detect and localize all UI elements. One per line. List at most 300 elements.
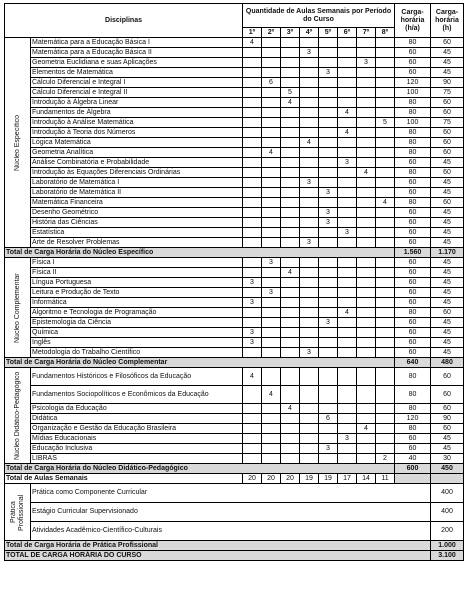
carga-ha-value: 60 bbox=[395, 268, 431, 278]
period-cell bbox=[243, 404, 262, 414]
table-row bbox=[5, 424, 464, 434]
period-header: 1º bbox=[243, 28, 262, 38]
table-row bbox=[5, 168, 464, 178]
discipline-name: Desenho Geométrico bbox=[31, 208, 243, 218]
section-total-h: 450 bbox=[431, 464, 464, 474]
period-cell bbox=[243, 414, 262, 424]
carga-ha-value: 80 bbox=[395, 424, 431, 434]
weekly-total-value: 17 bbox=[338, 474, 357, 484]
table-row bbox=[5, 148, 464, 158]
section-label: Núcleo Específico bbox=[5, 38, 31, 248]
period-cell bbox=[300, 198, 319, 208]
period-cell bbox=[376, 148, 395, 158]
curriculum-table bbox=[4, 3, 464, 561]
period-cell bbox=[300, 98, 319, 108]
period-cell bbox=[300, 386, 319, 404]
carga-ha-value: 60 bbox=[395, 228, 431, 238]
quantidade-header: Quantidade de Aulas Semanais por Período do Curso bbox=[243, 4, 395, 28]
period-cell bbox=[300, 258, 319, 268]
section-total-label: Total de Carga Horária do Núcleo Específico bbox=[5, 248, 395, 258]
carga-ha-value: 80 bbox=[395, 98, 431, 108]
discipline-name: Organização e Gestão da Educação Brasileira bbox=[31, 424, 243, 434]
carga-ha-value: 60 bbox=[395, 288, 431, 298]
weekly-total-value: 20 bbox=[262, 474, 281, 484]
weekly-classes-value: 3 bbox=[319, 188, 338, 198]
table-row bbox=[5, 308, 464, 318]
carga-ha-value: 80 bbox=[395, 386, 431, 404]
period-cell bbox=[300, 218, 319, 228]
period-cell bbox=[376, 444, 395, 454]
carga-h-value: 60 bbox=[431, 98, 464, 108]
carga-ha-value: 100 bbox=[395, 118, 431, 128]
table-row bbox=[5, 88, 464, 98]
period-cell bbox=[357, 268, 376, 278]
period-cell bbox=[300, 328, 319, 338]
period-cell bbox=[262, 454, 281, 464]
period-cell bbox=[338, 218, 357, 228]
period-cell bbox=[319, 348, 338, 358]
period-cell bbox=[376, 434, 395, 444]
period-cell bbox=[262, 318, 281, 328]
period-cell bbox=[319, 128, 338, 138]
carga-ha-value: 80 bbox=[395, 198, 431, 208]
period-cell bbox=[262, 328, 281, 338]
weekly-classes-value: 3 bbox=[319, 68, 338, 78]
period-cell bbox=[300, 158, 319, 168]
discipline-name: Cálculo Diferencial e Integral I bbox=[31, 78, 243, 88]
discipline-name: Mídias Educacionais bbox=[31, 434, 243, 444]
period-cell bbox=[262, 268, 281, 278]
discipline-name: Arte de Resolver Problemas bbox=[31, 238, 243, 248]
period-cell bbox=[243, 128, 262, 138]
period-cell bbox=[338, 348, 357, 358]
section-total-label: Total de Carga Horária do Núcleo Complementar bbox=[5, 358, 395, 368]
period-cell bbox=[319, 88, 338, 98]
discipline-name: Geometria Euclidiana e suas Aplicações bbox=[31, 58, 243, 68]
carga-ha-value: 80 bbox=[395, 168, 431, 178]
period-cell bbox=[243, 288, 262, 298]
period-cell bbox=[357, 108, 376, 118]
period-cell bbox=[262, 208, 281, 218]
carga-h-value: 45 bbox=[431, 434, 464, 444]
period-cell bbox=[319, 198, 338, 208]
carga-h-value: 45 bbox=[431, 188, 464, 198]
period-cell bbox=[338, 238, 357, 248]
period-cell bbox=[319, 138, 338, 148]
period-cell bbox=[338, 98, 357, 108]
period-cell bbox=[319, 168, 338, 178]
period-cell bbox=[281, 258, 300, 268]
period-cell bbox=[338, 268, 357, 278]
period-cell bbox=[300, 268, 319, 278]
period-cell bbox=[338, 404, 357, 414]
carga-ha-value: 60 bbox=[395, 208, 431, 218]
period-cell bbox=[319, 228, 338, 238]
table-row bbox=[5, 238, 464, 248]
weekly-classes-value: 3 bbox=[319, 208, 338, 218]
period-cell bbox=[262, 58, 281, 68]
carga-h-value: 90 bbox=[431, 414, 464, 424]
period-cell bbox=[262, 88, 281, 98]
disciplinas-header: Disciplinas bbox=[5, 4, 243, 38]
period-cell bbox=[262, 98, 281, 108]
period-cell bbox=[262, 188, 281, 198]
carga-h-value: 45 bbox=[431, 158, 464, 168]
period-cell bbox=[300, 108, 319, 118]
period-cell bbox=[338, 148, 357, 158]
table-row bbox=[5, 58, 464, 68]
period-cell bbox=[376, 308, 395, 318]
discipline-name: Estatística bbox=[31, 228, 243, 238]
period-cell bbox=[338, 298, 357, 308]
discipline-name: Matemática para a Educação Básica II bbox=[31, 48, 243, 58]
carga-h-value: 60 bbox=[431, 404, 464, 414]
section-total-h: 480 bbox=[431, 358, 464, 368]
period-cell bbox=[262, 444, 281, 454]
period-cell bbox=[243, 424, 262, 434]
weekly-classes-value: 4 bbox=[243, 368, 262, 386]
period-cell bbox=[281, 118, 300, 128]
period-cell bbox=[300, 434, 319, 444]
period-cell bbox=[281, 454, 300, 464]
period-cell bbox=[243, 188, 262, 198]
period-cell bbox=[300, 68, 319, 78]
carga-ha-value: 40 bbox=[395, 454, 431, 464]
period-cell bbox=[281, 178, 300, 188]
period-cell bbox=[357, 298, 376, 308]
discipline-name: Laboratório de Matemática II bbox=[31, 188, 243, 198]
discipline-name: Análise Combinatória e Probabilidade bbox=[31, 158, 243, 168]
period-cell bbox=[243, 68, 262, 78]
carga-ha-value: 60 bbox=[395, 338, 431, 348]
grand-total-row bbox=[5, 551, 464, 561]
period-cell bbox=[376, 288, 395, 298]
period-cell bbox=[262, 168, 281, 178]
weekly-classes-value: 3 bbox=[243, 278, 262, 288]
table-row bbox=[5, 48, 464, 58]
period-cell bbox=[357, 338, 376, 348]
period-cell bbox=[243, 88, 262, 98]
carga-h-value: 60 bbox=[431, 148, 464, 158]
carga-ha-header: Carga-horária (h/a) bbox=[395, 4, 431, 38]
weekly-total-value: 20 bbox=[281, 474, 300, 484]
period-cell bbox=[281, 278, 300, 288]
period-cell bbox=[300, 288, 319, 298]
weekly-classes-value: 3 bbox=[338, 434, 357, 444]
period-cell bbox=[376, 318, 395, 328]
discipline-name: Algoritmo e Tecnologia de Programação bbox=[31, 308, 243, 318]
period-cell bbox=[319, 454, 338, 464]
period-cell bbox=[319, 338, 338, 348]
weekly-total-row bbox=[5, 474, 464, 484]
period-cell bbox=[243, 58, 262, 68]
weekly-classes-value: 4 bbox=[281, 404, 300, 414]
period-cell bbox=[262, 218, 281, 228]
discipline-name: Psicologia da Educação bbox=[31, 404, 243, 414]
period-cell bbox=[262, 424, 281, 434]
period-cell bbox=[376, 68, 395, 78]
period-cell bbox=[281, 78, 300, 88]
carga-ha-value: 100 bbox=[395, 88, 431, 98]
period-cell bbox=[376, 168, 395, 178]
carga-h-value: 45 bbox=[431, 278, 464, 288]
discipline-name: Laboratório de Matemática I bbox=[31, 178, 243, 188]
carga-h-value: 60 bbox=[431, 368, 464, 386]
period-cell bbox=[376, 58, 395, 68]
period-cell bbox=[300, 128, 319, 138]
discipline-name: Química bbox=[31, 328, 243, 338]
period-cell bbox=[300, 78, 319, 88]
table-row bbox=[5, 128, 464, 138]
period-cell bbox=[376, 268, 395, 278]
period-cell bbox=[338, 454, 357, 464]
period-cell bbox=[376, 208, 395, 218]
practice-hours: 200 bbox=[431, 522, 464, 541]
period-cell bbox=[300, 88, 319, 98]
period-cell bbox=[300, 318, 319, 328]
period-cell bbox=[338, 328, 357, 338]
carga-ha-value: 80 bbox=[395, 38, 431, 48]
period-cell bbox=[338, 188, 357, 198]
period-cell bbox=[262, 128, 281, 138]
table-row bbox=[5, 138, 464, 148]
discipline-name: Fundamentos Históricos e Filosóficos da Educação bbox=[31, 368, 243, 386]
period-cell bbox=[281, 434, 300, 444]
carga-h-value: 45 bbox=[431, 258, 464, 268]
carga-h-value: 45 bbox=[431, 348, 464, 358]
period-cell bbox=[376, 228, 395, 238]
period-cell bbox=[376, 328, 395, 338]
carga-ha-value: 60 bbox=[395, 348, 431, 358]
weekly-classes-value: 3 bbox=[262, 258, 281, 268]
carga-h-value: 30 bbox=[431, 454, 464, 464]
carga-h-value: 45 bbox=[431, 68, 464, 78]
weekly-classes-value: 4 bbox=[300, 138, 319, 148]
table-row bbox=[5, 318, 464, 328]
weekly-classes-value: 3 bbox=[300, 178, 319, 188]
period-cell bbox=[338, 258, 357, 268]
weekly-classes-value: 4 bbox=[262, 148, 281, 158]
table-row bbox=[5, 178, 464, 188]
period-cell bbox=[338, 68, 357, 78]
carga-h-value: 60 bbox=[431, 168, 464, 178]
period-cell bbox=[357, 98, 376, 108]
carga-h-header: Carga-horária (h) bbox=[431, 4, 464, 38]
weekly-classes-value: 3 bbox=[300, 48, 319, 58]
period-cell bbox=[357, 328, 376, 338]
period-cell bbox=[319, 178, 338, 188]
discipline-name: Física I bbox=[31, 258, 243, 268]
period-cell bbox=[376, 48, 395, 58]
period-cell bbox=[376, 108, 395, 118]
period-cell bbox=[376, 386, 395, 404]
practice-row bbox=[5, 503, 464, 522]
weekly-classes-value: 3 bbox=[243, 298, 262, 308]
period-cell bbox=[376, 98, 395, 108]
period-cell bbox=[243, 108, 262, 118]
carga-h-value: 75 bbox=[431, 88, 464, 98]
period-cell bbox=[281, 208, 300, 218]
carga-h-value: 45 bbox=[431, 48, 464, 58]
period-cell bbox=[338, 58, 357, 68]
period-cell bbox=[357, 228, 376, 238]
period-cell bbox=[319, 98, 338, 108]
period-cell bbox=[243, 168, 262, 178]
period-cell bbox=[319, 308, 338, 318]
period-cell bbox=[357, 348, 376, 358]
period-cell bbox=[376, 404, 395, 414]
carga-h-value: 45 bbox=[431, 178, 464, 188]
period-header: 2º bbox=[262, 28, 281, 38]
practice-row bbox=[5, 522, 464, 541]
discipline-name: LIBRAS bbox=[31, 454, 243, 464]
period-cell bbox=[319, 148, 338, 158]
period-cell bbox=[319, 48, 338, 58]
carga-h-value: 60 bbox=[431, 198, 464, 208]
table-row bbox=[5, 78, 464, 88]
period-cell bbox=[338, 38, 357, 48]
period-cell bbox=[281, 228, 300, 238]
discipline-name: Educação Inclusiva bbox=[31, 444, 243, 454]
period-cell bbox=[357, 48, 376, 58]
period-cell bbox=[281, 38, 300, 48]
period-cell bbox=[262, 434, 281, 444]
period-cell bbox=[300, 444, 319, 454]
table-row bbox=[5, 444, 464, 454]
period-cell bbox=[281, 128, 300, 138]
period-cell bbox=[319, 404, 338, 414]
period-cell bbox=[300, 368, 319, 386]
period-cell bbox=[281, 414, 300, 424]
weekly-total-filler bbox=[395, 474, 431, 484]
section-total-row bbox=[5, 248, 464, 258]
carga-h-value: 90 bbox=[431, 78, 464, 88]
carga-ha-value: 80 bbox=[395, 138, 431, 148]
period-cell bbox=[300, 278, 319, 288]
weekly-classes-value: 4 bbox=[357, 424, 376, 434]
table-row bbox=[5, 188, 464, 198]
section-total-row bbox=[5, 464, 464, 474]
discipline-name: Didática bbox=[31, 414, 243, 424]
period-cell bbox=[300, 168, 319, 178]
period-cell bbox=[243, 198, 262, 208]
period-cell bbox=[357, 308, 376, 318]
weekly-classes-value: 4 bbox=[338, 108, 357, 118]
carga-ha-value: 60 bbox=[395, 318, 431, 328]
period-cell bbox=[338, 318, 357, 328]
period-cell bbox=[376, 368, 395, 386]
discipline-name: Introdução à Álgebra Linear bbox=[31, 98, 243, 108]
table-row bbox=[5, 338, 464, 348]
weekly-classes-value: 2 bbox=[376, 454, 395, 464]
carga-h-value: 60 bbox=[431, 308, 464, 318]
period-cell bbox=[300, 404, 319, 414]
period-cell bbox=[281, 48, 300, 58]
weekly-classes-value: 4 bbox=[281, 268, 300, 278]
period-cell bbox=[319, 258, 338, 268]
period-header: 7º bbox=[357, 28, 376, 38]
period-cell bbox=[357, 198, 376, 208]
table-row bbox=[5, 454, 464, 464]
weekly-classes-value: 3 bbox=[243, 328, 262, 338]
table-row bbox=[5, 228, 464, 238]
weekly-total-value: 11 bbox=[376, 474, 395, 484]
period-cell bbox=[243, 48, 262, 58]
period-cell bbox=[338, 178, 357, 188]
period-cell bbox=[376, 178, 395, 188]
carga-h-value: 45 bbox=[431, 444, 464, 454]
period-cell bbox=[319, 368, 338, 386]
period-cell bbox=[281, 298, 300, 308]
period-cell bbox=[300, 208, 319, 218]
period-cell bbox=[376, 348, 395, 358]
discipline-name: Introdução às Equações Diferenciais Ordinárias bbox=[31, 168, 243, 178]
weekly-total-label: Total de Aulas Semanais bbox=[5, 474, 243, 484]
period-header: 5º bbox=[319, 28, 338, 38]
period-cell bbox=[262, 48, 281, 58]
table-row bbox=[5, 298, 464, 308]
period-cell bbox=[376, 258, 395, 268]
discipline-name: Introdução à Análise Matemática bbox=[31, 118, 243, 128]
period-cell bbox=[357, 238, 376, 248]
table-row bbox=[5, 368, 464, 386]
weekly-total-value: 19 bbox=[319, 474, 338, 484]
period-header: 6º bbox=[338, 28, 357, 38]
period-cell bbox=[262, 158, 281, 168]
period-cell bbox=[300, 414, 319, 424]
period-cell bbox=[281, 218, 300, 228]
period-cell bbox=[357, 128, 376, 138]
discipline-name: Língua Portuguesa bbox=[31, 278, 243, 288]
practice-name: Estágio Curricular Supervisionado bbox=[31, 503, 431, 522]
period-cell bbox=[338, 338, 357, 348]
period-cell bbox=[319, 424, 338, 434]
period-cell bbox=[262, 228, 281, 238]
period-cell bbox=[243, 308, 262, 318]
carga-ha-value: 60 bbox=[395, 68, 431, 78]
carga-ha-value: 60 bbox=[395, 188, 431, 198]
carga-h-value: 60 bbox=[431, 108, 464, 118]
weekly-classes-value: 3 bbox=[300, 348, 319, 358]
period-cell bbox=[376, 158, 395, 168]
period-cell bbox=[319, 268, 338, 278]
table-row bbox=[5, 68, 464, 78]
period-cell bbox=[300, 424, 319, 434]
period-cell bbox=[281, 58, 300, 68]
period-cell bbox=[243, 158, 262, 168]
discipline-name: Informática bbox=[31, 298, 243, 308]
period-header: 4º bbox=[300, 28, 319, 38]
discipline-name: Inglês bbox=[31, 338, 243, 348]
period-cell bbox=[243, 434, 262, 444]
period-cell bbox=[243, 386, 262, 404]
weekly-total-filler bbox=[431, 474, 464, 484]
carga-ha-value: 60 bbox=[395, 328, 431, 338]
practice-total-h: 1.000 bbox=[431, 541, 464, 551]
carga-h-value: 45 bbox=[431, 288, 464, 298]
weekly-classes-value: 3 bbox=[338, 228, 357, 238]
period-cell bbox=[319, 328, 338, 338]
period-cell bbox=[376, 128, 395, 138]
period-cell bbox=[319, 278, 338, 288]
table-row bbox=[5, 288, 464, 298]
period-cell bbox=[300, 228, 319, 238]
period-cell bbox=[357, 208, 376, 218]
weekly-classes-value: 3 bbox=[319, 444, 338, 454]
weekly-classes-value: 4 bbox=[357, 168, 376, 178]
section-total-row bbox=[5, 358, 464, 368]
carga-ha-value: 60 bbox=[395, 218, 431, 228]
